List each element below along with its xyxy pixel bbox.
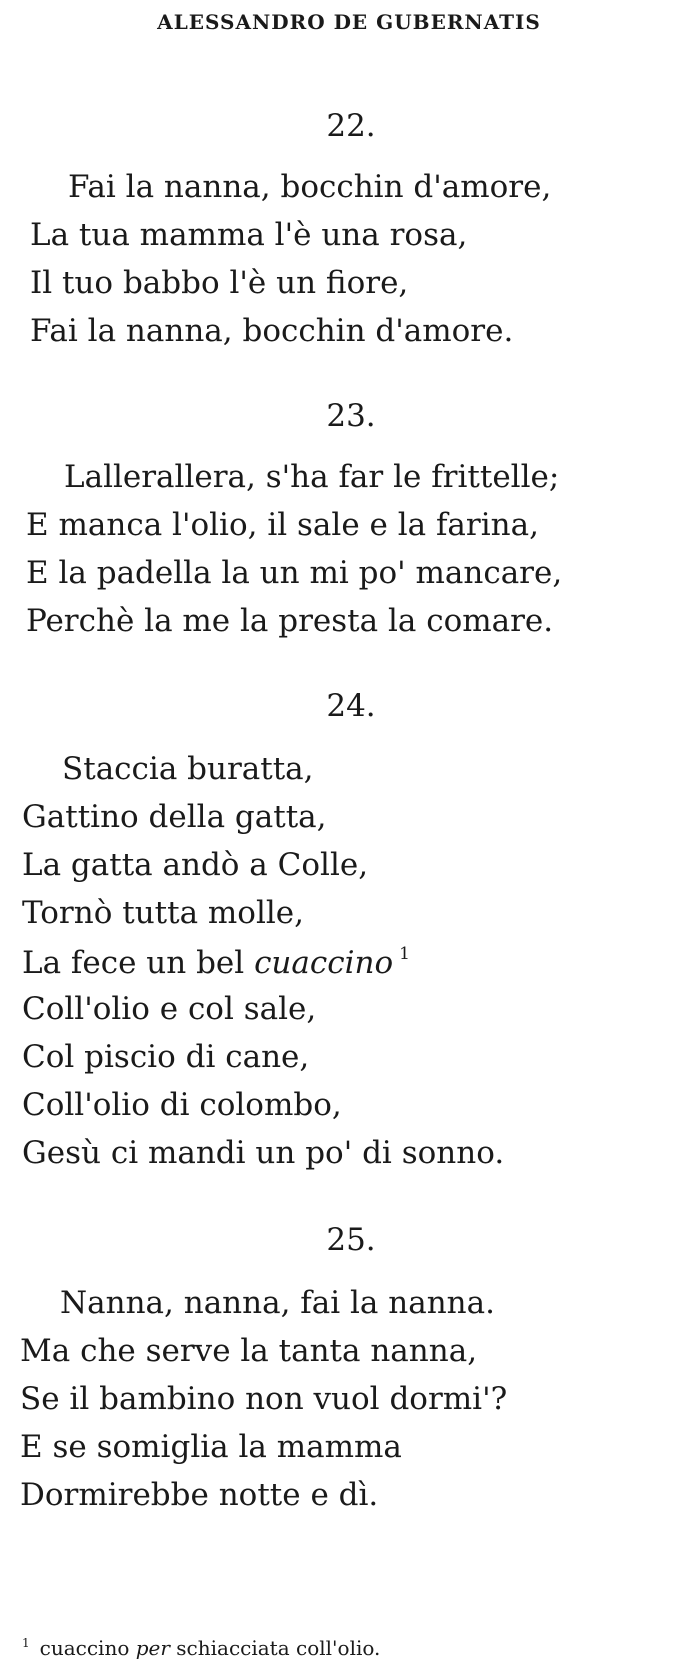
verse-line: Coll'olio e col sale, bbox=[22, 991, 317, 1027]
footnote-ref: 1 bbox=[399, 944, 410, 964]
footnote-mark: 1 bbox=[22, 1636, 30, 1650]
poem-number-22: 22. bbox=[326, 108, 376, 144]
verse-line: Nanna, nanna, fai la nanna. bbox=[60, 1285, 495, 1321]
verse-line: Staccia buratta, bbox=[62, 751, 314, 787]
verse-line: E manca l'olio, il sale e la farina, bbox=[26, 507, 539, 543]
verse-line: Perchè la me la presta la comare. bbox=[26, 603, 554, 639]
footnote bbox=[22, 1636, 380, 1660]
poem-number-24: 24. bbox=[326, 688, 376, 724]
footnote-term: cuaccino bbox=[39, 1636, 130, 1660]
poem-number-23: 23. bbox=[326, 398, 376, 434]
verse-line: Gattino della gatta, bbox=[22, 799, 327, 835]
running-header: ALESSANDRO DE GUBERNATIS bbox=[157, 10, 541, 34]
verse-line: Se il bambino non vuol dormi'? bbox=[20, 1381, 508, 1417]
verse-line: Coll'olio di colombo, bbox=[22, 1087, 342, 1123]
italic-term: cuaccino bbox=[254, 945, 394, 981]
footnote-word: per bbox=[135, 1636, 170, 1660]
verse-line: Dormirebbe notte e dì. bbox=[20, 1477, 379, 1513]
verse-text: La fece un bel bbox=[22, 945, 245, 981]
verse-line: E se somiglia la mamma bbox=[20, 1429, 402, 1465]
poem-number-25: 25. bbox=[326, 1222, 376, 1258]
verse-line: Gesù ci mandi un po' di sonno. bbox=[22, 1135, 505, 1171]
verse-line: La tua mamma l'è una rosa, bbox=[30, 217, 468, 253]
verse-line: La gatta andò a Colle, bbox=[22, 847, 369, 883]
verse-line: Lallerallera, s'ha far le frittelle; bbox=[64, 459, 560, 495]
verse-line: E la padella la un mi po' mancare, bbox=[26, 555, 563, 591]
verse-line: Fai la nanna, bocchin d'amore, bbox=[68, 169, 552, 205]
verse-line: Tornò tutta molle, bbox=[22, 895, 304, 931]
verse-line: Fai la nanna, bocchin d'amore. bbox=[30, 313, 514, 349]
verse-line: Col piscio di cane, bbox=[22, 1039, 310, 1075]
verse-line-with-note bbox=[22, 946, 410, 979]
verse-line: Ma che serve la tanta nanna, bbox=[20, 1333, 478, 1369]
footnote-text: schiacciata coll'olio. bbox=[176, 1636, 381, 1660]
verse-line: Il tuo babbo l'è un fiore, bbox=[30, 265, 409, 301]
